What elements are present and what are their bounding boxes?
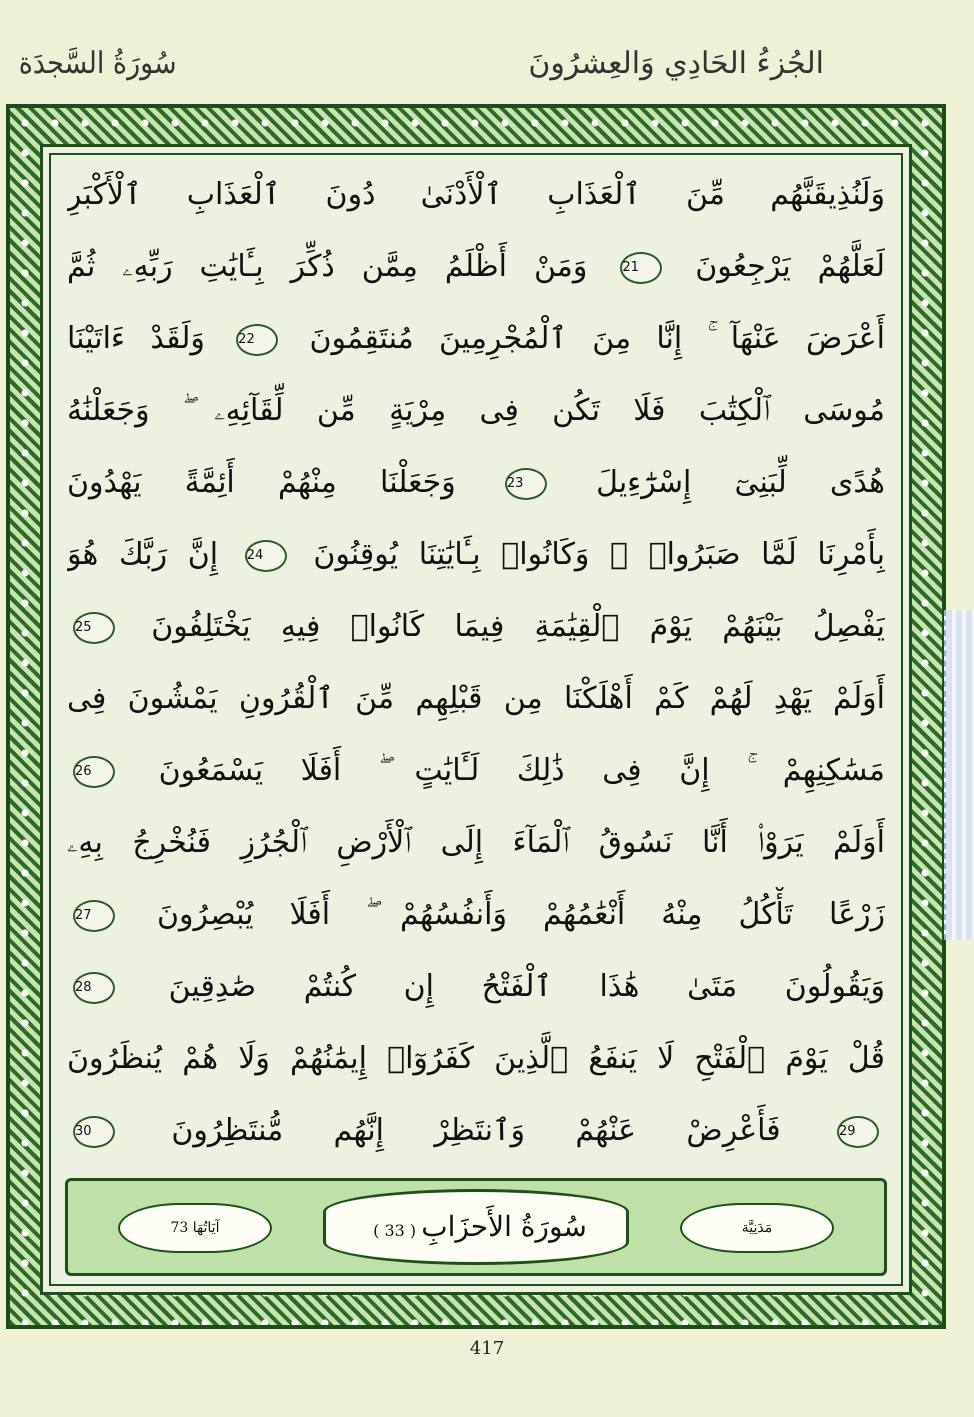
- ayah-number-marker: 27: [73, 900, 115, 932]
- verse-text: مَسَٰكِنِهِمْ ۚ إِنَّ فِى ذَٰلِكَ لَـَٔايَٰتٍ ۖ أَفَلَا يَسْمَعُونَ: [158, 753, 885, 788]
- verse-line: [67, 455, 885, 511]
- verse-text: بِأَمْرِنَا لَمَّا صَبَرُوا۟ ۖ وَكَانُوا۟ بِـَٔايَٰتِنَا يُوقِنُونَ: [313, 537, 885, 572]
- verse-text: وَلَنُذِيقَنَّهُم مِّنَ ٱلْعَذَابِ ٱلْأَدْنَىٰ دُونَ ٱلْعَذَابِ ٱلْأَكْبَرِ: [67, 177, 885, 212]
- verse-text: قُلْ يَوْمَ ٱلْفَتْحِ لَا يَنفَعُ ٱلَّذِينَ كَفَرُوٓا۟ إِيمَٰنُهُمْ وَلَا هُمْ يُنظَرُونَ: [67, 1041, 885, 1076]
- verse-line: [67, 815, 885, 871]
- verse-text: وَلَقَدْ ءَاتَيْنَا: [67, 321, 205, 356]
- page-number: 417: [469, 1338, 505, 1359]
- verse-count-label: آيَاتُهَا 73: [118, 1203, 272, 1253]
- verse-line: [67, 383, 885, 439]
- verse-text: إِنَّ رَبَّكَ هُوَ: [67, 537, 219, 572]
- verse-text: وَجَعَلْنَا مِنْهُمْ أَئِمَّةً يَهْدُونَ: [67, 465, 456, 500]
- verse-text: هُدًى لِّبَنِىٓ إِسْرَٰٓءِيلَ: [596, 465, 885, 500]
- verse-text: أَوَلَمْ يَرَوْا۟ أَنَّا نَسُوقُ ٱلْمَآءَ إِلَى ٱلْأَرْضِ ٱلْجُرُزِ فَنُخْرِجُ بِهِۦ: [67, 825, 885, 860]
- ayah-number-marker: 23: [505, 468, 547, 500]
- verse-line: [67, 743, 885, 799]
- ayah-number-marker: 30: [73, 1116, 115, 1148]
- verse-line: [67, 1031, 885, 1087]
- surah-title-cartouche: [323, 1189, 629, 1265]
- surah-heading-banner: [65, 1178, 887, 1276]
- side-bookmark-ribbon: [944, 610, 974, 940]
- surah-title: سُورَةُ الأَحزَابِ: [421, 1210, 587, 1243]
- ayah-number-marker: 24: [245, 540, 287, 572]
- verse-line: [67, 311, 885, 367]
- text-panel: [40, 144, 912, 1295]
- verse-line: [67, 527, 885, 583]
- page-frame: [6, 104, 946, 1329]
- verse-line: [67, 167, 885, 223]
- verse-line: [67, 959, 885, 1015]
- revelation-type-label: مَدَنِيَّة: [680, 1203, 834, 1253]
- verse-text: مُوسَى ٱلْكِتَٰبَ فَلَا تَكُن فِى مِرْيَةٍ مِّن لِّقَآئِهِۦ ۖ وَجَعَلْنَٰهُ: [67, 393, 885, 428]
- ayah-number-marker: 25: [73, 612, 115, 644]
- header-surah-name: سُورَةُ السَّجدَة: [18, 46, 177, 81]
- page-header: [0, 38, 974, 98]
- verse-text: زَرْعًا تَأْكُلُ مِنْهُ أَنْعَٰمُهُمْ وَأَنفُسُهُمْ ۖ أَفَلَا يُبْصِرُونَ: [157, 897, 885, 932]
- ayah-number-marker: 21: [620, 252, 662, 284]
- surah-number: ( 33 ): [373, 1221, 417, 1240]
- header-juz-name: الجُزءُ الحَادِي وَالعِشرُونَ: [528, 46, 824, 81]
- verse-text: فَأَعْرِضْ عَنْهُمْ وَٱنتَظِرْ إِنَّهُم مُّنتَظِرُونَ: [171, 1113, 781, 1148]
- verse-text: وَيَقُولُونَ مَتَىٰ هَٰذَا ٱلْفَتْحُ إِن كُنتُمْ صَٰدِقِينَ: [168, 969, 885, 1004]
- ayah-number-marker: 28: [73, 972, 115, 1004]
- verse-text: أَوَلَمْ يَهْدِ لَهُمْ كَمْ أَهْلَكْنَا مِن قَبْلِهِم مِّنَ ٱلْقُرُونِ يَمْشُونَ فِى: [67, 681, 885, 716]
- verse-text: يَفْصِلُ بَيْنَهُمْ يَوْمَ ٱلْقِيَٰمَةِ فِيمَا كَانُوا۟ فِيهِ يَخْتَلِفُونَ: [151, 609, 885, 644]
- ayah-number-marker: 26: [73, 756, 115, 788]
- verse-text: وَمَنْ أَظْلَمُ مِمَّن ذُكِّرَ بِـَٔايَٰتِ رَبِّهِۦ ثُمَّ: [67, 249, 588, 284]
- verse-line: [67, 671, 885, 727]
- verse-text: أَعْرَضَ عَنْهَآ ۚ إِنَّا مِنَ ٱلْمُجْرِمِينَ مُنتَقِمُونَ: [309, 321, 885, 356]
- verse-line: [67, 887, 885, 943]
- ayah-number-marker: 29: [837, 1116, 879, 1148]
- verse-line: [67, 1103, 885, 1159]
- verse-line: [67, 599, 885, 655]
- verse-line: [67, 239, 885, 295]
- ayah-number-marker: 22: [236, 324, 278, 356]
- verse-text: لَعَلَّهُمْ يَرْجِعُونَ: [695, 249, 885, 284]
